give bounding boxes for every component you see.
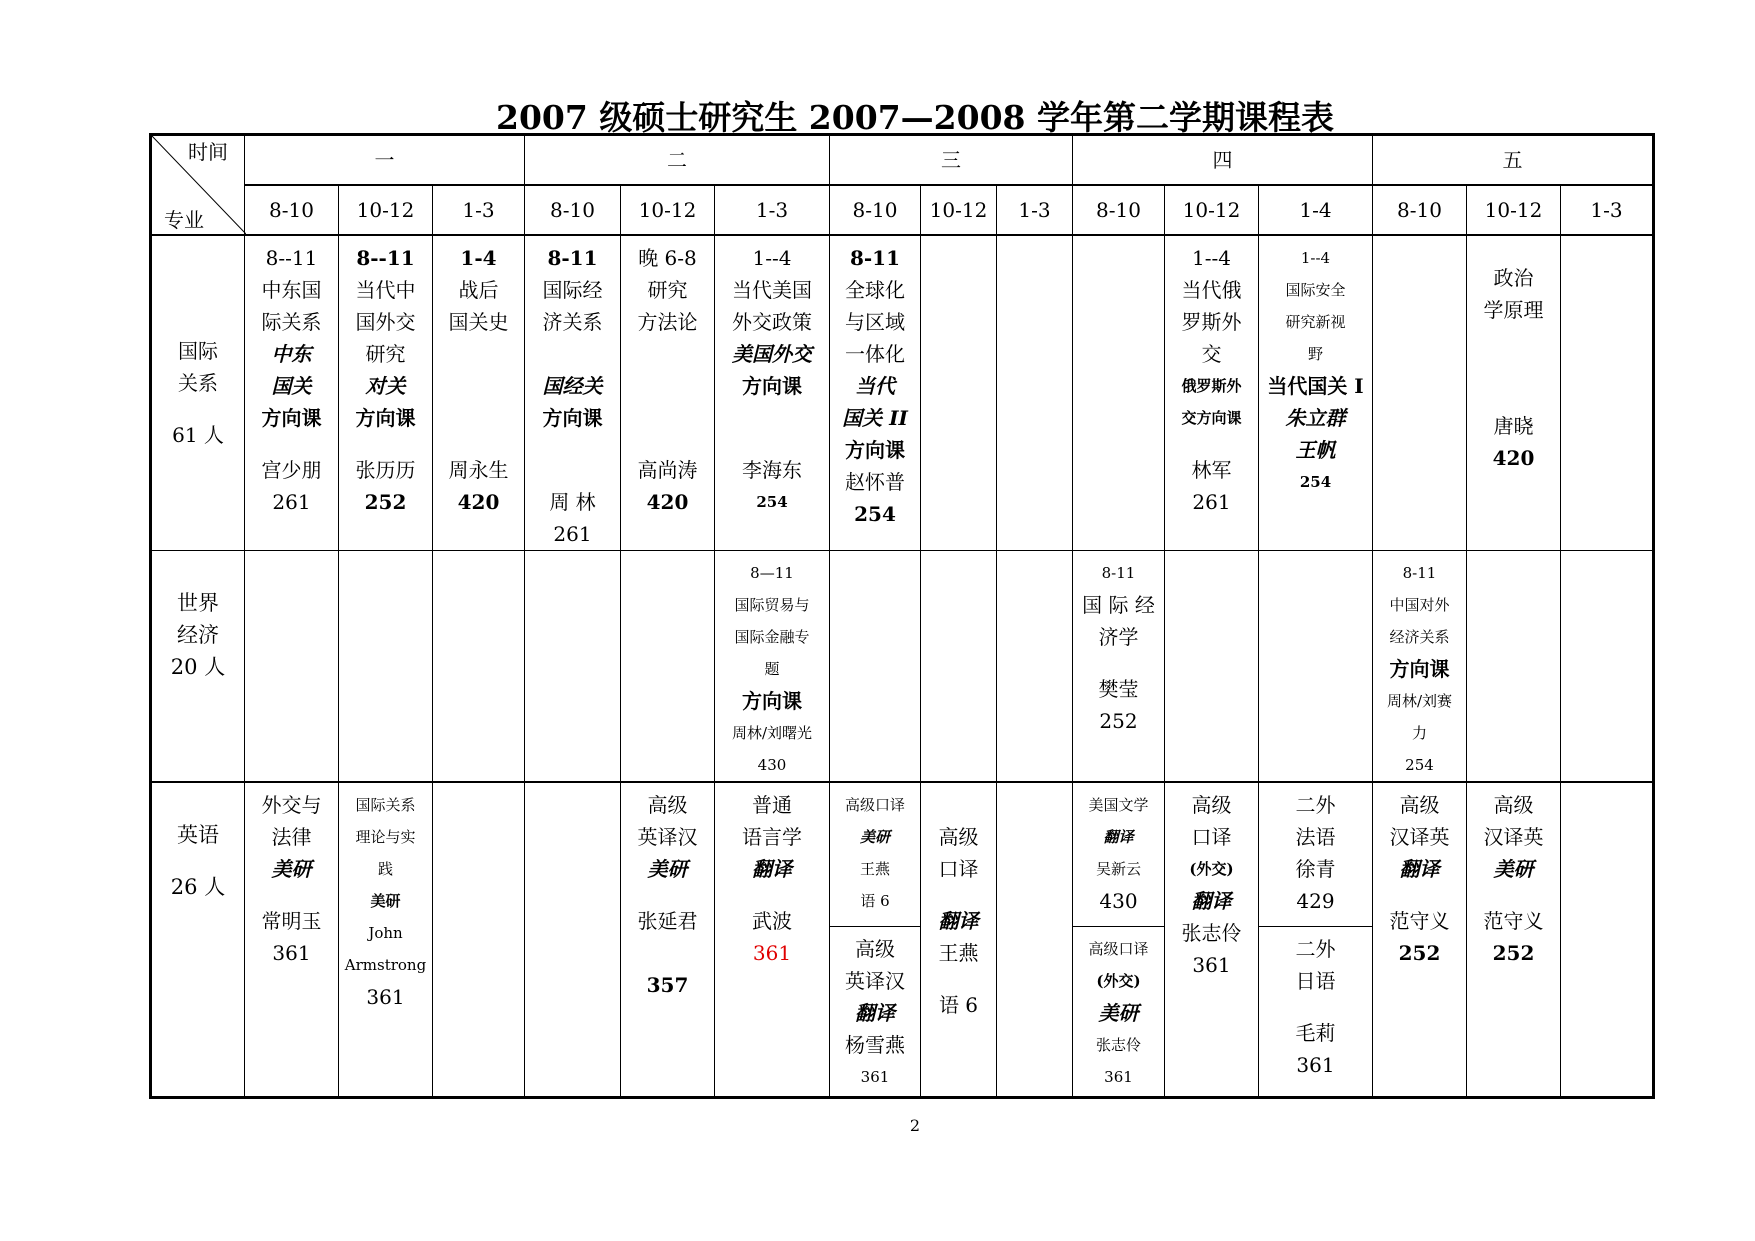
course-cell: 1--4 当代俄 罗斯外 交 俄罗斯外 交方向课 林军 261 xyxy=(1165,235,1259,551)
empty-cell xyxy=(921,235,997,551)
major-cell-world-economy xyxy=(151,551,245,783)
empty-cell xyxy=(1259,551,1373,783)
course-cell: 高级 口译 (外交) 翻译 张志伶 361 xyxy=(1165,782,1259,1098)
teacher: 范守义 xyxy=(1483,909,1544,933)
empty-cell xyxy=(921,551,997,783)
time-slot: 10-12 xyxy=(921,185,997,235)
day-header-tue: 二 xyxy=(525,135,830,186)
day-header-wed: 三 xyxy=(830,135,1073,186)
time-slot: 1-3 xyxy=(715,185,830,235)
course-cell: 高级 汉译英 美研 范守义 252 xyxy=(1467,782,1561,1098)
corner-header-cell xyxy=(151,135,245,236)
time-slot: 10-12 xyxy=(339,185,433,235)
room: 261 xyxy=(1192,490,1231,514)
teacher: 高尚涛 xyxy=(637,458,698,482)
teacher: 周林/刘赛 xyxy=(1386,692,1453,710)
room: 252 xyxy=(1492,941,1535,965)
room: 430 xyxy=(757,756,787,774)
room: 252 xyxy=(364,490,407,514)
course-schedule-table xyxy=(149,133,1655,1099)
empty-cell xyxy=(830,551,921,783)
time-slot: 8-10 xyxy=(1373,185,1467,235)
teacher: 林军 xyxy=(1191,458,1232,482)
room: 361 xyxy=(272,941,311,965)
time-slot: 10-12 xyxy=(1467,185,1561,235)
major-label: 专业 xyxy=(164,208,204,232)
course-cell: 高级 英译汉 美研 张延君 357 xyxy=(621,782,715,1098)
course-cell: 普通 语言学 翻译 武波 361 xyxy=(715,782,830,1098)
time-label: 时间 xyxy=(188,140,228,164)
course-cell: 外交与 法律 美研 常明玉 361 xyxy=(245,782,339,1098)
page-title: 2007 级硕士研究生 2007—2008 学年第二学期课程表 xyxy=(495,98,1334,137)
major-count: 20 人 xyxy=(170,655,226,679)
page-number: 2 xyxy=(909,1116,921,1135)
course-cell: 1--4 当代美国 外交政策 美国外交 方向课 李海东 254 xyxy=(715,235,830,551)
major-name-line: 国际 xyxy=(178,339,218,363)
empty-cell xyxy=(525,551,621,783)
room: 361 xyxy=(1296,1053,1335,1077)
time-slot: 8-10 xyxy=(525,185,621,235)
empty-cell xyxy=(997,235,1073,551)
time-slot: 10-12 xyxy=(621,185,715,235)
empty-cell xyxy=(997,782,1073,1098)
row-english xyxy=(151,782,1654,1098)
empty-cell xyxy=(433,551,525,783)
course-cell: 晚 6-8 研究 方法论 高尚涛 420 xyxy=(621,235,715,551)
empty-cell xyxy=(525,782,621,1098)
room: 261 xyxy=(272,490,311,514)
teacher: 赵怀普 xyxy=(845,470,905,494)
room: 361 xyxy=(1192,953,1231,977)
empty-cell xyxy=(1073,235,1165,551)
teacher: 周永生 xyxy=(448,458,509,482)
time-slot: 1-3 xyxy=(997,185,1073,235)
empty-cell xyxy=(997,551,1073,783)
empty-cell xyxy=(245,551,339,783)
time-slot: 8-10 xyxy=(1073,185,1165,235)
time-slot-row xyxy=(151,185,1654,235)
teacher: 张历历 xyxy=(355,458,416,482)
course-cell: 8-11 国 际 经 济学 樊莹 252 xyxy=(1073,551,1165,783)
teacher: 王燕 xyxy=(859,860,890,878)
day-header-mon: 一 xyxy=(245,135,525,186)
major-name-line: 经济 xyxy=(177,623,219,647)
split-course-cell: 美国文学 翻译 吴新云 430 高级口译 (外交) 美研 张志伶 361 xyxy=(1073,782,1165,1098)
major-name-line: 英语 xyxy=(177,823,219,847)
major-count: 61 人 xyxy=(172,423,224,447)
teacher: 杨雪燕 xyxy=(845,1033,905,1057)
empty-cell xyxy=(1561,782,1654,1098)
room: 361 xyxy=(366,985,405,1009)
teacher: 周林/刘曙光 xyxy=(731,724,813,742)
room: 430 xyxy=(1099,889,1138,913)
empty-cell xyxy=(1165,551,1259,783)
room: 252 xyxy=(1099,709,1138,733)
course-cell: 8-11 全球化 与区域 一体化 当代 国关 II 方向课 赵怀普 254 xyxy=(830,235,921,551)
teacher: 王燕 xyxy=(938,941,979,965)
major-cell-international-relations xyxy=(151,235,245,551)
day-header-row xyxy=(151,135,1654,186)
course-cell: 1-4 战后 国关史 周永生 420 xyxy=(433,235,525,551)
course-cell: 8--11 中东国 际关系 中东 国关 方向课 宫少朋 261 xyxy=(245,235,339,551)
teacher: 常明玉 xyxy=(261,909,322,933)
course-cell: 8--11 当代中 国外交 研究 对关 方向课 张历历 252 xyxy=(339,235,433,551)
room: 361 xyxy=(1104,1068,1133,1086)
course-cell: 1--4 国际安全 研究新视 野 当代国关 I 朱立群 王帆 254 xyxy=(1259,235,1373,551)
time-slot: 1-3 xyxy=(433,185,525,235)
major-count: 26 人 xyxy=(170,875,226,899)
teacher: 张志伶 xyxy=(1181,921,1242,945)
teacher: 武波 xyxy=(752,909,792,933)
room: 252 xyxy=(1398,941,1441,965)
course-cell: 高级 汉译英 翻译 范守义 252 xyxy=(1373,782,1467,1098)
time-slot: 1-4 xyxy=(1259,185,1373,235)
course-cell: 8-11 中国对外 经济关系 方向课 周林/刘赛 力 254 xyxy=(1373,551,1467,783)
major-name-line: 世界 xyxy=(177,591,219,615)
teacher: 张志伶 xyxy=(1095,1036,1141,1054)
day-header-thu: 四 xyxy=(1073,135,1373,186)
room: 420 xyxy=(1492,446,1535,470)
room: 420 xyxy=(457,490,500,514)
major-cell-english xyxy=(151,782,245,1098)
teacher: 吴新云 xyxy=(1095,860,1141,878)
teacher: Armstrong xyxy=(344,956,427,974)
room: 420 xyxy=(646,490,689,514)
day-header-fri: 五 xyxy=(1373,135,1654,186)
course-cell: 国际关系 理论与实 践 美研 John Armstrong 361 xyxy=(339,782,433,1098)
course-cell: 高级 口译 翻译 王燕 语 6 xyxy=(921,782,997,1098)
teacher: 毛莉 xyxy=(1295,1021,1336,1045)
course-cell: 政治 学原理 唐晓 420 xyxy=(1467,235,1561,551)
teacher: John xyxy=(368,924,403,942)
room: 254 xyxy=(756,493,788,511)
empty-cell xyxy=(621,551,715,783)
empty-cell xyxy=(1373,235,1467,551)
teacher: 宫少朋 xyxy=(261,458,322,482)
empty-cell xyxy=(339,551,433,783)
room: 语 6 xyxy=(860,892,890,910)
row-world-economy xyxy=(151,551,1654,783)
room: 361 xyxy=(860,1068,890,1086)
room: 语 6 xyxy=(938,993,979,1017)
empty-cell xyxy=(433,782,525,1098)
time-slot: 1-3 xyxy=(1561,185,1654,235)
time-slot: 8-10 xyxy=(830,185,921,235)
empty-cell xyxy=(1561,235,1654,551)
empty-cell xyxy=(1561,551,1654,783)
room: 254 xyxy=(1405,756,1434,774)
room: 429 xyxy=(1296,889,1335,913)
course-cell: 8-11 国际经 济关系 国经关 方向课 周 林 261 xyxy=(525,235,621,551)
room: 261 xyxy=(553,522,592,546)
teacher: 唐晓 xyxy=(1493,414,1534,438)
teacher: 张延君 xyxy=(637,909,698,933)
teacher: 范守义 xyxy=(1389,909,1450,933)
teacher: 樊莹 xyxy=(1098,677,1139,701)
teacher: 李海东 xyxy=(742,458,802,482)
room: 357 xyxy=(646,973,689,997)
time-slot: 10-12 xyxy=(1165,185,1259,235)
time-slot: 8-10 xyxy=(245,185,339,235)
room: 254 xyxy=(854,502,896,526)
teacher: 徐青 xyxy=(1295,857,1336,881)
empty-cell xyxy=(1467,551,1561,783)
split-course-cell: 二外 法语 徐青 429 二外 日语 毛莉 361 xyxy=(1259,782,1373,1098)
room: 361 xyxy=(752,941,792,965)
course-cell: 8—11 国际贸易与 国际金融专 题 方向课 周林/刘曙光 430 xyxy=(715,551,830,783)
row-international-relations xyxy=(151,235,1654,551)
room: 254 xyxy=(1299,473,1332,491)
teacher: 周 林 xyxy=(549,490,596,514)
major-name-line: 关系 xyxy=(178,371,218,395)
split-course-cell: 高级口译 美研 王燕 语 6 高级 英译汉 翻译 杨雪燕 361 xyxy=(830,782,921,1098)
